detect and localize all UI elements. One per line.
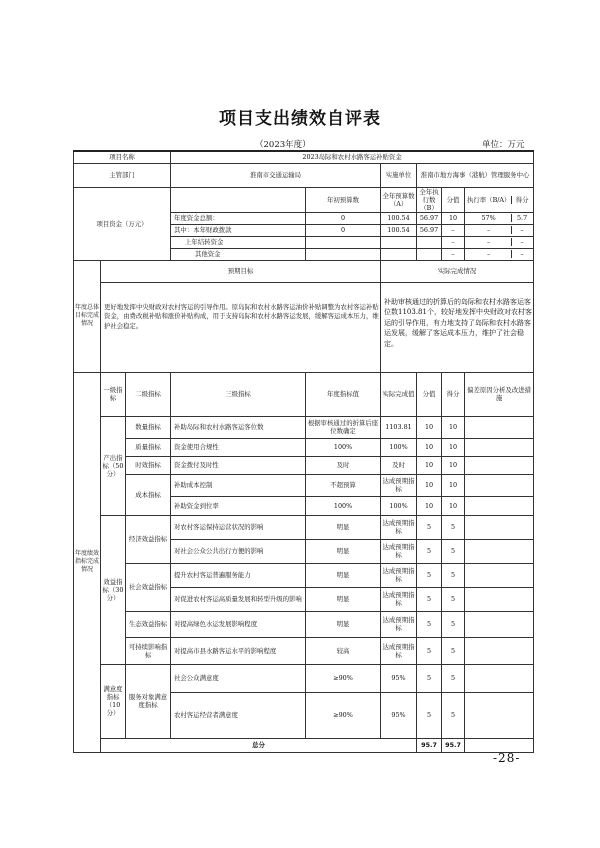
funds-header-rate [465,187,534,212]
level3-cell: 补助成本控制 [171,474,306,496]
funds-header-rate-text: 执行率（B/A） [467,195,511,204]
got-cell: 10 [442,474,465,496]
target-cell: 100% [306,438,381,456]
actual-cell: 及时 [381,456,417,474]
total-got: 95.7 [442,738,465,752]
target-cell: 明显 [306,515,381,539]
funds-cell: – [442,224,465,236]
score-cell: 5 [417,611,442,637]
reason-cell [465,496,534,515]
dept-value: 淮南市交通运输局 [171,163,381,187]
got-cell: 5 [442,587,465,611]
funds-cell: 0 [306,224,381,236]
total-score: 95.7 [417,738,442,752]
reason-cell [465,539,534,563]
reason-cell [465,587,534,611]
group-benefit: 效益指标（30分） [101,515,126,664]
target-cell: 明显 [306,611,381,637]
level3-cell: 资金使用合规性 [171,438,306,456]
level3-cell: 提升农村客运普遍服务能力 [171,563,306,587]
got-cell: 5 [442,692,465,738]
funds-cell: 10 [442,212,465,224]
level3-cell: 社会公众满意度 [171,664,306,692]
funds-cell: 100.54 [381,224,417,236]
score-cell: 10 [417,438,442,456]
reason-cell [465,637,534,664]
target-cell: 及时 [306,456,381,474]
funds-rate: – [466,238,512,246]
page-number: -28- [493,751,521,765]
group-satisfaction: 满意度指标（10分） [101,664,126,738]
target-cell: 根据审核通过的折算后座位数确定 [306,416,381,438]
score-cell: 5 [417,692,442,738]
score-cell: 10 [417,496,442,515]
score-cell: 10 [417,416,442,438]
level2-ecological: 生态效益指标 [126,611,171,637]
header-reason: 偏差原因分析及改进措施 [465,372,534,416]
target-cell: 明显 [306,587,381,611]
level3-cell: 对提高绿色水运发展影响程度 [171,611,306,637]
year-label: （2023年度） [255,140,311,150]
total-label: 总分 [101,738,417,752]
reason-cell [465,456,534,474]
funds-cell: – [442,236,465,248]
funds-cell-pair [465,212,534,224]
target-cell: 明显 [306,539,381,563]
actual-cell: 1103.81 [381,416,417,438]
header-level3: 三级指标 [171,372,306,416]
target-cell: 较高 [306,637,381,664]
funds-cell: – [442,248,465,260]
project-name-label: 项目名称 [74,151,171,163]
impl-label: 实施单位 [381,163,417,187]
funds-row-label: 其中：本年财政拨款 [171,224,306,236]
funds-row-label: 年度资金总额： [171,212,306,224]
funds-header-score: 分值 [442,187,465,212]
funds-got: – [520,238,524,246]
project-name-value: 2023岛际和农村水路客运补贴资金 [171,151,534,163]
actual-cell: 达成预期指标 [381,587,417,611]
funds-got: 5.7 [516,214,528,222]
funds-row-label: 其他资金 [171,248,306,260]
funds-cell [381,248,417,260]
level3-cell: 农村客运经营者满意度 [171,692,306,738]
got-cell: 10 [442,416,465,438]
target-cell: ≥90% [306,692,381,738]
level3-cell: 对促进农村客运高质量发展和转型升级的影响 [171,587,306,611]
level3-cell: 对提高市县水路客运水平的影响程度 [171,637,306,664]
funds-cell [306,248,381,260]
reason-cell [465,664,534,692]
got-cell: 5 [442,664,465,692]
level2-economic: 经济效益指标 [126,515,171,563]
score-cell: 5 [417,664,442,692]
funds-header-executed: 全年执行数（B） [417,187,442,212]
actual-cell: 达成预期指标 [381,563,417,587]
got-cell: 5 [442,637,465,664]
got-cell: 10 [442,438,465,456]
overall-label: 年度总体目标完成情况 [74,260,101,372]
self-evaluation-table [73,150,534,753]
got-cell: 10 [442,456,465,474]
funds-cell: 56.97 [417,212,442,224]
reason-cell [465,611,534,637]
level2-quantity: 数量指标 [126,416,171,438]
level2-social: 社会效益指标 [126,563,171,611]
actual-cell: 达成预期指标 [381,515,417,539]
level3-cell: 资金拨付及时性 [171,456,306,474]
expected-header: 预期目标 [101,260,381,282]
got-cell: 5 [442,515,465,539]
group-output: 产出指标（50分） [101,416,126,515]
funds-header-empty [171,187,306,212]
header-actual: 实际完成值 [381,372,417,416]
actual-cell: 100% [381,438,417,456]
reason-cell [465,515,534,539]
level3-cell: 对农村客运保持运营状况的影响 [171,515,306,539]
funds-cell [417,236,442,248]
score-cell: 5 [417,539,442,563]
actual-text: 补助审核通过的折算后的岛际和农村水路客运客位数1103.81个，较好地发挥中央财政对农村客运的引导作用，有力地支持了岛际和农村水路客运发展，缓解了客运成本压力，维护了社会稳定。 [381,282,534,372]
funds-got: – [520,226,524,234]
funds-cell [417,248,442,260]
header-level1: 一级指标 [101,372,126,416]
funds-rate: – [466,226,512,234]
funds-header-initial: 年初预算数 [306,187,381,212]
funds-cell: 0 [306,212,381,224]
dept-label: 主管部门 [74,163,171,187]
funds-header-got-text: 得分 [515,195,529,204]
impl-value: 淮南市地方海事（港航）管理服务中心 [417,163,534,187]
reason-cell [465,474,534,496]
total-reason [465,738,534,752]
funds-cell-pair [465,224,534,236]
got-cell: 5 [442,611,465,637]
actual-cell: 达成预期指标 [381,611,417,637]
level3-cell: 对社会公众公共出行方便的影响 [171,539,306,563]
funds-got: – [520,250,524,258]
funds-cell-pair [465,236,534,248]
reason-cell [465,692,534,738]
actual-cell: 达成预期指标 [381,474,417,496]
target-cell: 不超预算 [306,474,381,496]
funds-rate: – [466,250,512,258]
target-cell: ≥90% [306,664,381,692]
funds-cell-pair [465,248,534,260]
reason-cell [465,563,534,587]
level2-cost: 成本指标 [126,474,171,515]
unit-label: 单位：万元 [482,140,525,150]
actual-cell: 达成预期指标 [381,637,417,664]
actual-cell: 95% [381,692,417,738]
header-got: 得分 [442,372,465,416]
funds-cell: 100.54 [381,212,417,224]
level2-quality: 质量指标 [126,438,171,456]
score-cell: 5 [417,515,442,539]
page-title: 项目支出绩效自评表 [219,109,381,129]
funds-label: 项目资金（万元） [74,187,171,260]
got-cell: 10 [442,496,465,515]
funds-cell [306,236,381,248]
actual-cell: 95% [381,664,417,692]
score-cell: 10 [417,456,442,474]
got-cell: 5 [442,563,465,587]
funds-cell: 56.97 [417,224,442,236]
funds-row-label: 上年结转资金 [171,236,306,248]
header-score: 分值 [417,372,442,416]
actual-cell: 达成预期指标 [381,539,417,563]
actual-cell: 100% [381,496,417,515]
header-target: 年度指标值 [306,372,381,416]
reason-cell [465,416,534,438]
funds-rate: 57% [466,214,512,222]
target-cell: 100% [306,496,381,515]
indicators-section-label: 年度绩效指标完成情况 [74,372,101,752]
got-cell: 5 [442,539,465,563]
actual-header: 实际完成情况 [381,260,534,282]
funds-cell [381,236,417,248]
target-cell: 明显 [306,563,381,587]
score-cell: 5 [417,637,442,664]
score-cell: 10 [417,474,442,496]
reason-cell [465,438,534,456]
funds-header-budget: 全年预算数（A） [381,187,417,212]
expected-text: 更好地发挥中央财政对农村客运的引导作用。原岛际和农村水路客运油价补贴调整为农村客运补贴资金，由费改税补贴和涨价补贴构成，用于支持岛际和农村水路客运发展，缓解客运成本压力，维护社会稳定。 [101,282,381,372]
level2-sustainable: 可持续影响指标 [126,637,171,664]
score-cell: 5 [417,587,442,611]
level3-cell: 补助岛际和农村水路客运客位数 [171,416,306,438]
level2-service: 服务对象满意度指标 [126,664,171,738]
level2-timeliness: 时效指标 [126,456,171,474]
level3-cell: 补助资金到位率 [171,496,306,515]
header-level2: 二级指标 [126,372,171,416]
score-cell: 5 [417,563,442,587]
